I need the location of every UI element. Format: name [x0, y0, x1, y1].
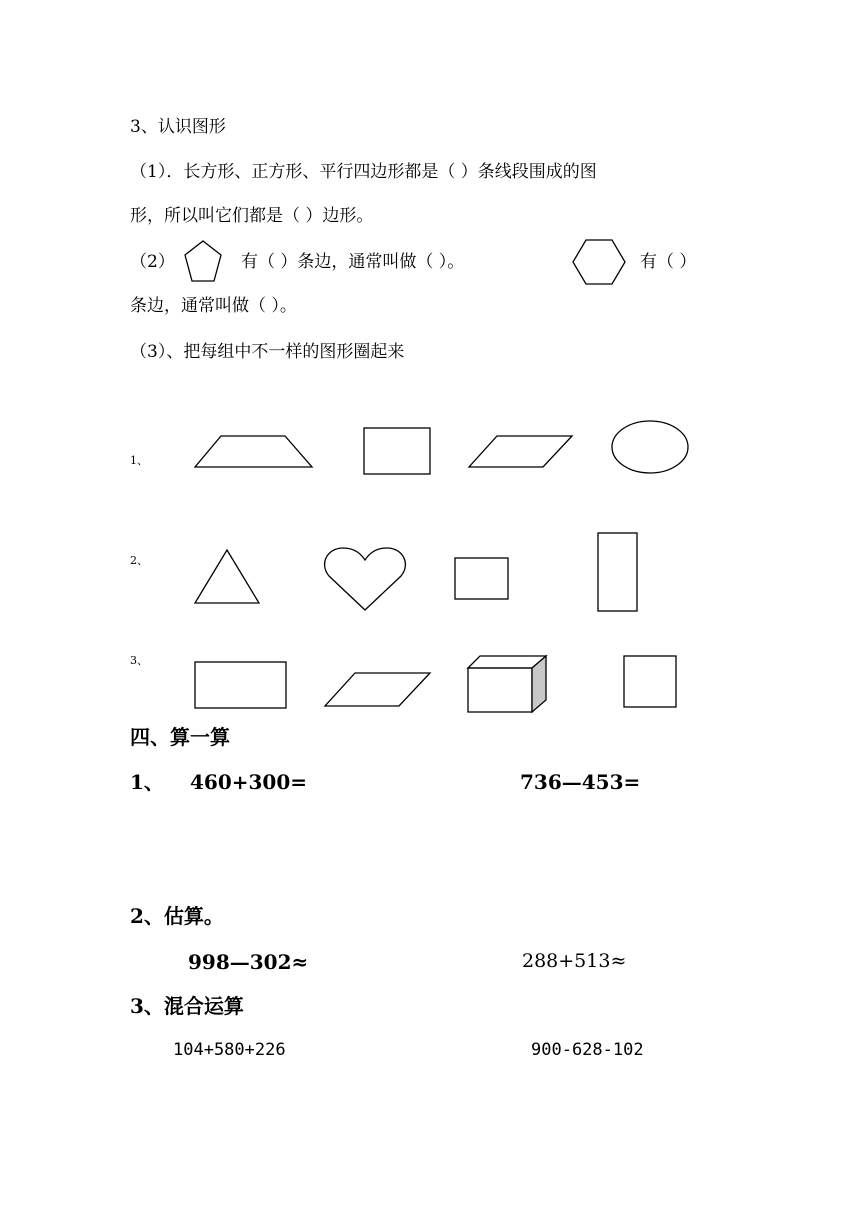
problem1-b: 736—453= — [520, 770, 641, 794]
square-shape — [622, 654, 680, 710]
ellipse-shape — [609, 418, 691, 476]
square-shape — [362, 426, 432, 476]
cuboid-shape — [466, 654, 550, 716]
problem2-b: 288+513≈ — [522, 950, 627, 972]
question1-line2: 形，所以叫它们都是（ ）边形。 — [130, 206, 374, 226]
section4-title: 四、算一算 — [130, 725, 230, 749]
question2-part2: 有（ ） — [640, 252, 697, 272]
group-label-3: 3、 — [130, 654, 148, 667]
problem1-a: 460+300= — [190, 770, 308, 794]
problem2-title: 2、估算。 — [130, 904, 224, 928]
question2-part1: 有（ ）条边，通常叫做（ ）。 — [241, 252, 465, 272]
parallelogram-shape — [323, 671, 433, 709]
problem1-label: 1、 — [130, 770, 164, 794]
parallelogram-shape — [467, 434, 575, 470]
rectangle-shape — [193, 660, 289, 710]
triangle-shape — [193, 548, 261, 606]
problem2-a: 998—302≈ — [188, 950, 309, 974]
problem3-b: 900-628-102 — [531, 1040, 644, 1060]
pentagon-icon — [182, 238, 224, 284]
trapezoid-shape — [193, 434, 315, 470]
rectangle-shape — [453, 556, 511, 602]
question2-prefix: （2） — [130, 252, 175, 272]
group-label-2: 2、 — [130, 554, 148, 567]
tall-rectangle-shape — [596, 531, 640, 613]
problem3-title: 3、混合运算 — [130, 994, 244, 1018]
question2-line2: 条边，通常叫做（ ）。 — [130, 296, 297, 316]
hexagon-icon — [571, 238, 627, 286]
group-label-1: 1、 — [130, 454, 148, 467]
problem3-a: 104+580+226 — [173, 1040, 286, 1060]
heart-shape — [323, 546, 407, 614]
question3-title: （3）、把每组中不一样的图形圈起来 — [130, 342, 405, 362]
question1-line1: （1）．长方形、正方形、平行四边形都是（ ）条线段围成的图 — [130, 162, 597, 182]
section3-title: 3、认识图形 — [130, 117, 226, 137]
